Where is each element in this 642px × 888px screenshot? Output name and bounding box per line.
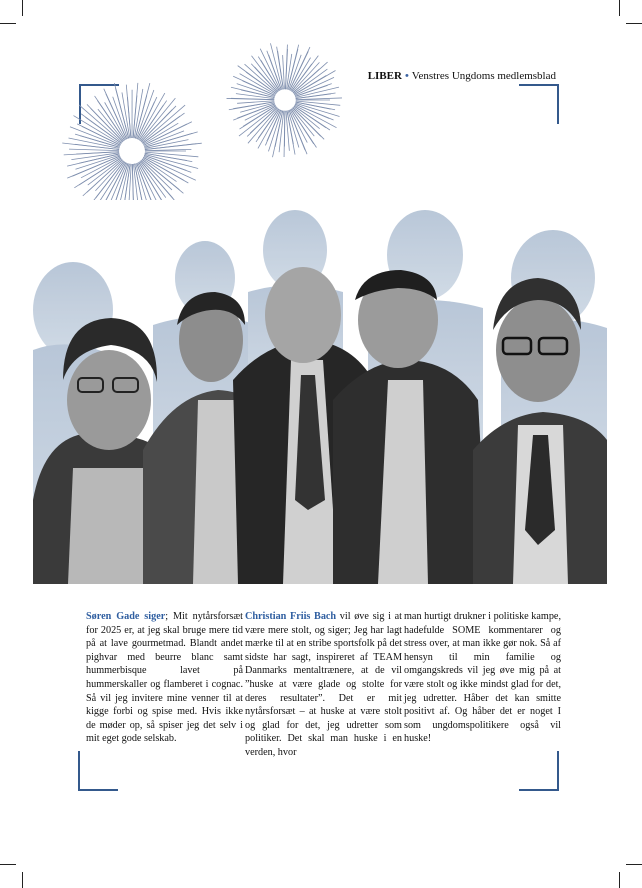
group-portrait-photo bbox=[33, 200, 607, 584]
crop-mark bbox=[0, 864, 16, 865]
firework-ray bbox=[144, 155, 186, 170]
firework-ray bbox=[237, 104, 275, 118]
corner-bracket-bottom-left bbox=[78, 751, 118, 791]
firework-ray bbox=[295, 104, 329, 118]
firework-ray bbox=[73, 116, 120, 145]
firework-ray bbox=[140, 98, 175, 141]
firework-ray bbox=[116, 88, 129, 138]
speaker-name: Søren Gade siger bbox=[86, 611, 166, 622]
crop-mark bbox=[619, 872, 620, 888]
firework-ray bbox=[293, 107, 319, 129]
firework-ray bbox=[64, 152, 119, 155]
header-separator: • bbox=[404, 70, 409, 82]
text-column-1 bbox=[86, 610, 243, 746]
firework-ray bbox=[144, 131, 184, 146]
firework-ray bbox=[261, 60, 280, 91]
firework-ray bbox=[289, 110, 305, 150]
text-column-2 bbox=[245, 610, 402, 760]
corner-bracket-top-right bbox=[519, 84, 559, 124]
crop-mark bbox=[22, 0, 23, 16]
firework-right-icon bbox=[218, 38, 352, 162]
firework-ray bbox=[267, 110, 281, 141]
firework-ray bbox=[286, 111, 289, 151]
crop-mark bbox=[0, 23, 16, 24]
firework-ray bbox=[113, 97, 128, 139]
crop-mark bbox=[22, 872, 23, 888]
firework-ray bbox=[296, 98, 342, 100]
column-text: vil øve sig i at være mere stolt, og siger; Jeg har lagt mærke til at en stribe sportsfolk på det sidste har sagt, inspireret af TEAM Danmarks mentaltrænere, at de vil ”huske at være glade og stolte for deres resultater”. Det er mit nytårsforsæt – at huske at være stolt og glad for det, jeg udretter som politiker. Det skal man huske i en verden, hvor bbox=[245, 611, 402, 758]
firework-ray bbox=[284, 111, 285, 157]
magazine-brand: LIBER bbox=[367, 70, 402, 82]
crop-mark bbox=[626, 864, 642, 865]
text-column-3 bbox=[404, 610, 561, 746]
column-text: ; Mit nytårsforsæt for 2025 er, at jeg skal bruge mere tid på at lave gourmetmad. Blandt andet pighvar med beurre blanc samt hummerbisque lavet på hummerskaller og flamberet i cognac. Så vil jeg invitere mine venner til at kigge forbi og spise med. Hvis ikke de møder op, så spiser jeg det selv i mit eget gode selskab. bbox=[86, 611, 243, 745]
crop-mark bbox=[626, 23, 642, 24]
firework-ray bbox=[69, 149, 119, 151]
corner-bracket-bottom-right bbox=[519, 751, 559, 791]
page-header bbox=[368, 70, 556, 82]
crop-mark bbox=[619, 0, 620, 16]
speaker-name: Christian Friis Bach bbox=[245, 611, 337, 622]
column-text: man hurtigt drukner i politiske kampe, hadefulde SOME kommentarer og stress over, at man ikke gør nok. Så af hensyn til min familie og omgangskreds vil jeg øve mig på at være stolt og ikke mindst glad for det, jeg udretter. Håber det kan smitte positivt af. Og håber det er noget I som ungdomspolitikere også vil huske! bbox=[404, 611, 561, 745]
magazine-subtitle: Venstres Ungdoms medlemsblad bbox=[411, 70, 556, 82]
firework-ray bbox=[145, 149, 191, 150]
